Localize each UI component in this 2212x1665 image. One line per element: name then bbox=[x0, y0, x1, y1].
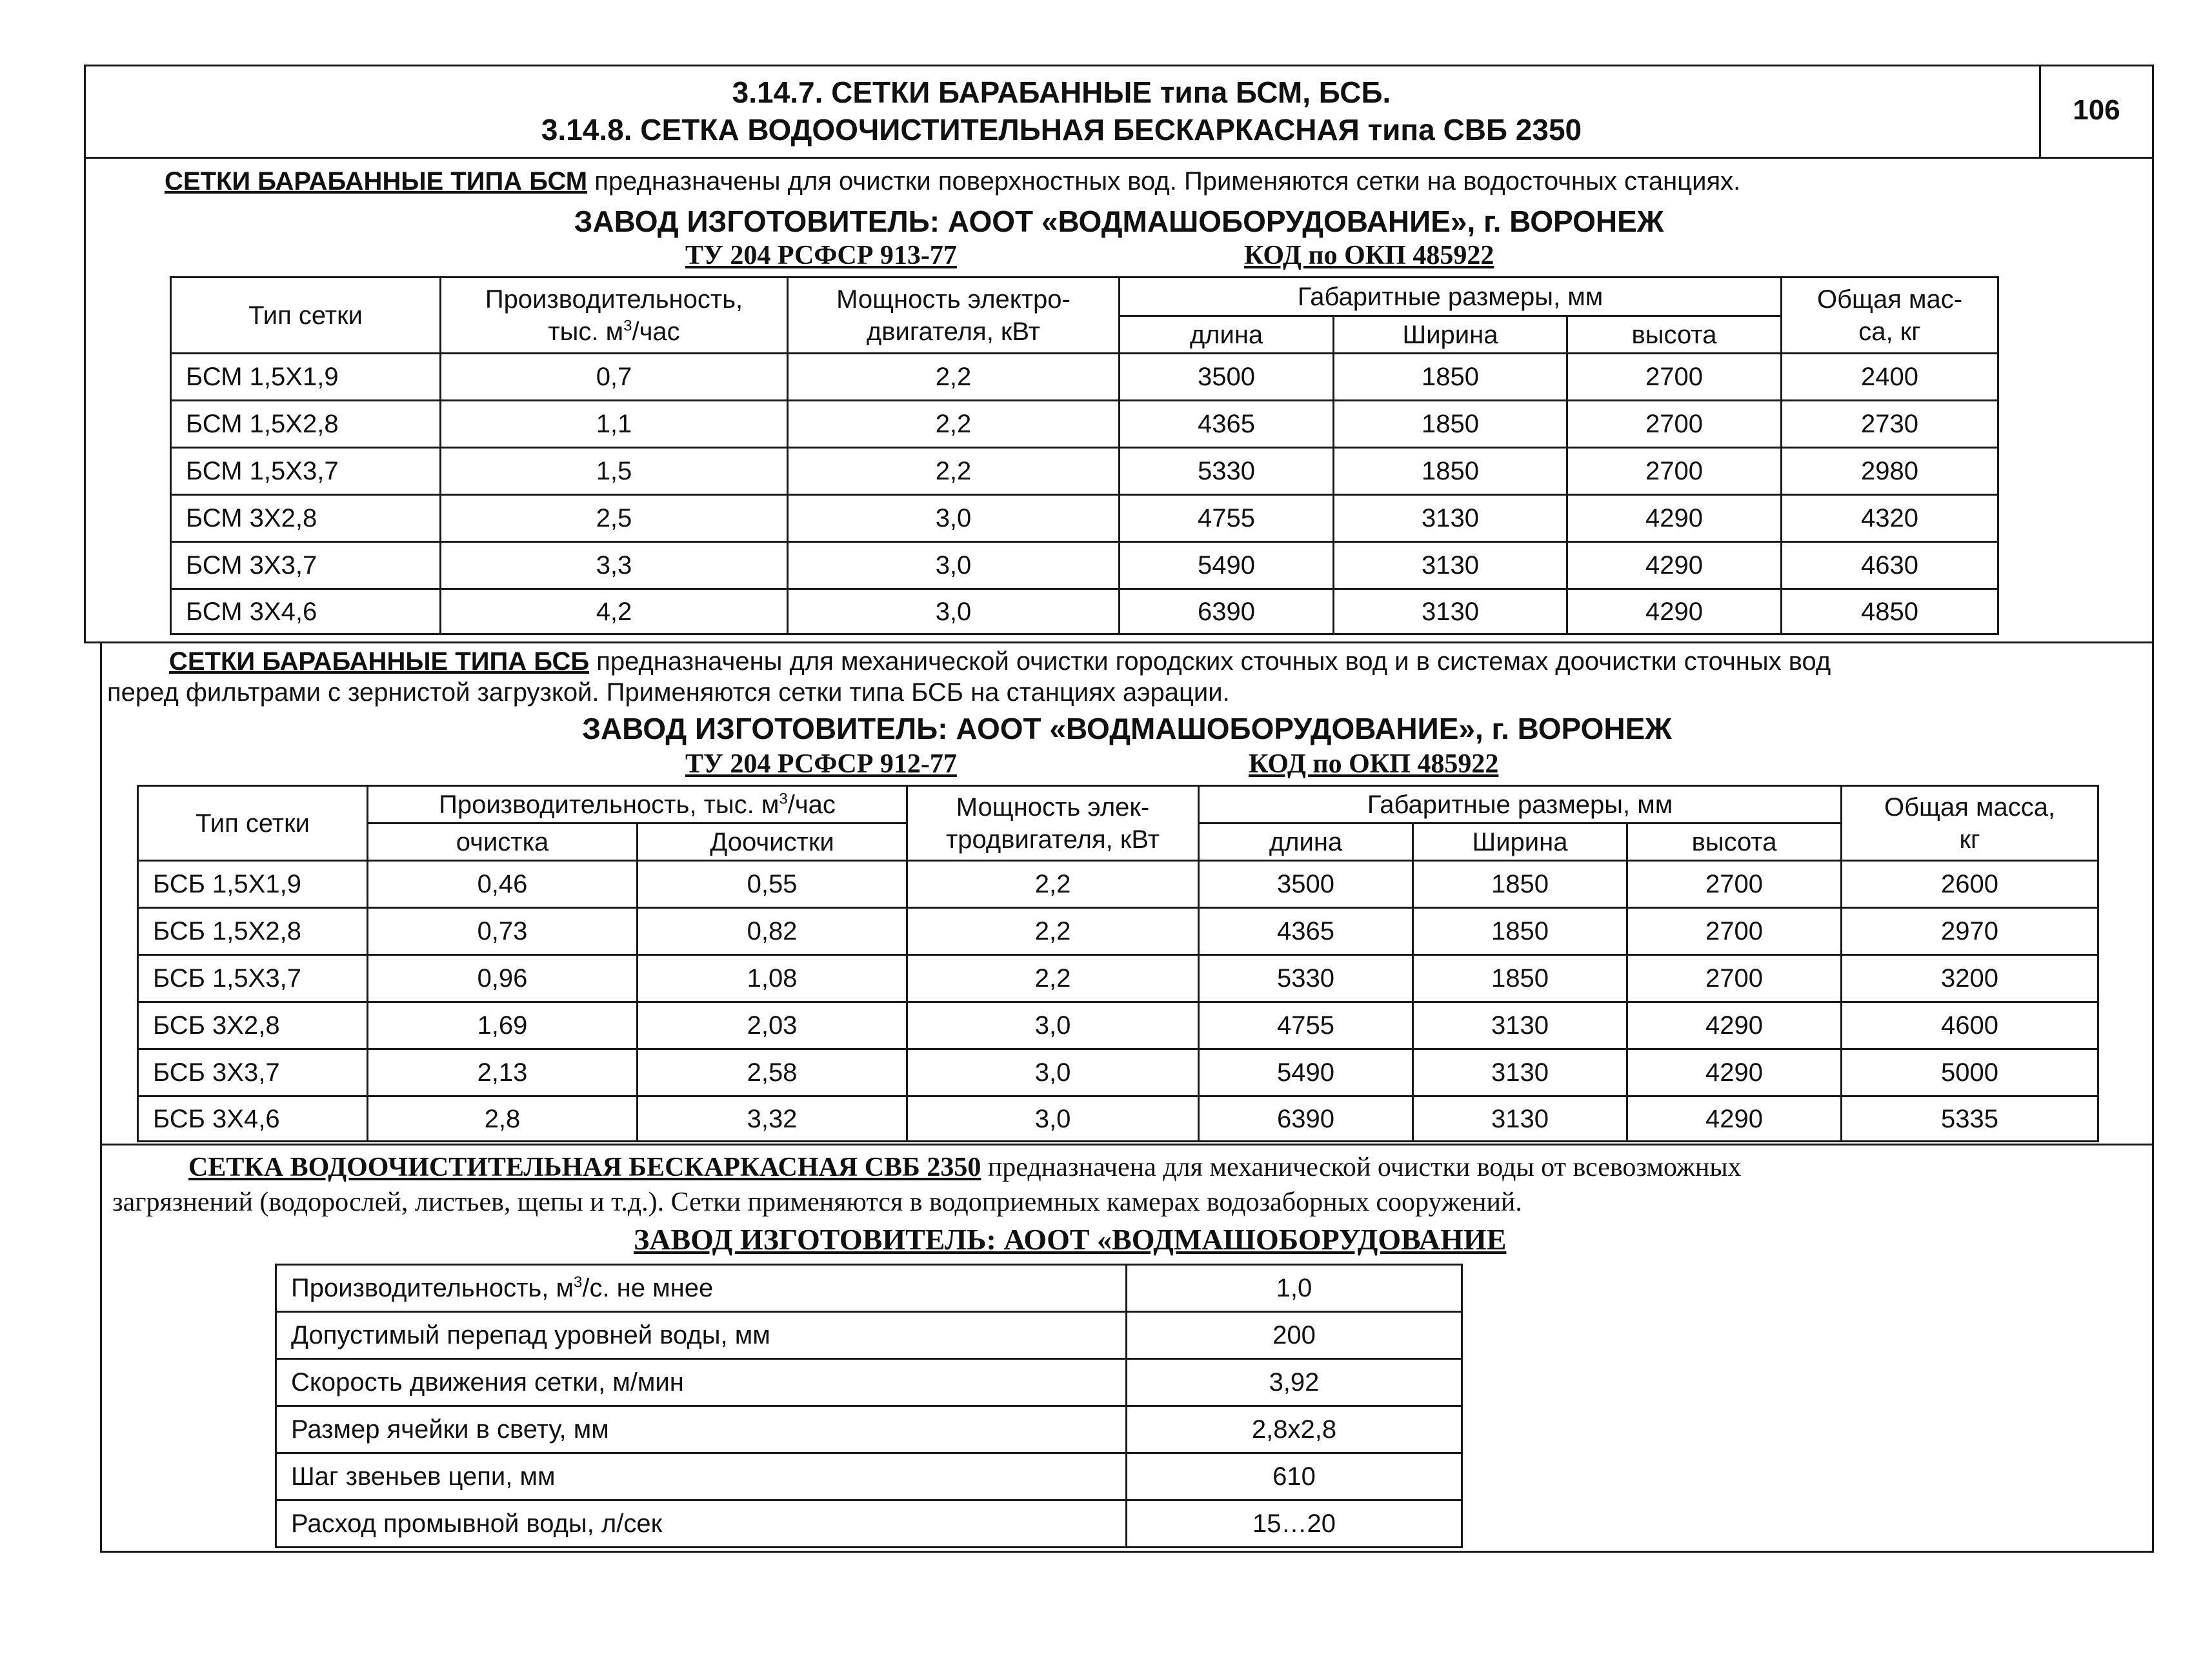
svb-intro-line2: загрязнений (водорослей, листьев, щепы и т.д.). Сетки применяются в водоприемных камерах водозаборных сооружений. bbox=[112, 1187, 1522, 1217]
bsb-col-capacity: Производительность, тыс. $м^3$/час bbox=[368, 786, 907, 823]
spec-value: 3,92 bbox=[1127, 1359, 1462, 1406]
section-title-2: 3.14.8. СЕТКА ВОДООЧИСТИТЕЛЬНАЯ БЕСКАРКАСНАЯ типа СВБ 2350 bbox=[541, 113, 1582, 146]
spec-label: Расход промывной воды, л/сек bbox=[276, 1500, 1127, 1548]
table-row: БСМ 3Х3,7 3,3 3,0 5490 3130 4290 4630 bbox=[171, 542, 1998, 589]
table-row: БСБ 3Х3,7 2,13 2,58 3,0 5490 3130 4290 5000 bbox=[138, 1049, 2098, 1096]
content-bottom-border bbox=[100, 1551, 2154, 1553]
spec-value: 2,8х2,8 bbox=[1127, 1406, 1462, 1453]
content-right-border-2 bbox=[2152, 641, 2154, 1553]
table-row bbox=[276, 1500, 1462, 1548]
spec-label: Производительность, $м^3/с$. не мнее bbox=[276, 1265, 1127, 1312]
bsm-tu: ТУ 204 РСФСР 913-77 bbox=[685, 241, 957, 270]
bsb-col-width: Ширина bbox=[1413, 823, 1627, 861]
section-divider-1 bbox=[84, 641, 2154, 643]
bsb-intro-bold: СЕТКИ БАРАБАННЫЕ ТИПА БСБ bbox=[169, 647, 590, 676]
bsb-col-dims: Габаритные размеры, мм bbox=[1199, 786, 1842, 823]
bsm-intro-text: предназначены для очистки поверхностных вод. Применяются сетки на водосточных станциях. bbox=[587, 167, 1741, 196]
bsm-okp: КОД по ОКП 485922 bbox=[1244, 241, 1494, 270]
bsb-table bbox=[137, 785, 2099, 1142]
bsb-col-power: Мощность элек- тродвигателя, кВт bbox=[907, 786, 1199, 861]
svb-intro-bold: СЕТКА ВОДООЧИСТИТЕЛЬНАЯ БЕСКАРКАСНАЯ СВБ 2350 bbox=[188, 1153, 981, 1182]
table-row: БСМ 1,5Х3,7 1,5 2,2 5330 1850 2700 2980 bbox=[171, 448, 1998, 495]
bsb-header-row bbox=[138, 786, 2098, 823]
page-number: 106 bbox=[2073, 94, 2120, 126]
bsb-manufacturer: ЗАВОД ИЗГОТОВИТЕЛЬ: АООТ «ВОДМАШОБОРУДОВАНИЕ», г. ВОРОНЕЖ bbox=[582, 712, 1672, 745]
table-row bbox=[276, 1406, 1462, 1453]
bsm-col-length: длина bbox=[1120, 316, 1334, 354]
bsb-intro-line1 bbox=[169, 644, 1831, 679]
table-row: БСБ 3Х4,6 2,8 3,32 3,0 6390 3130 4290 5335 bbox=[138, 1096, 2098, 1142]
table-row bbox=[276, 1312, 1462, 1359]
bsm-intro bbox=[165, 164, 1740, 199]
spec-value: 15…20 bbox=[1127, 1500, 1462, 1548]
table-row: БСБ 1,5Х3,7 0,96 1,08 2,2 5330 1850 2700 3200 bbox=[138, 955, 2098, 1002]
bsb-col-mass: Общая масса, кг bbox=[1842, 786, 2098, 861]
bsm-col-height: высота bbox=[1567, 316, 1782, 354]
bsb-col-post-cleaning: Доочистки bbox=[638, 823, 907, 861]
bsm-col-power: Мощность электро- двигателя, кВт bbox=[788, 278, 1120, 354]
table-row bbox=[276, 1265, 1462, 1312]
table-row bbox=[276, 1359, 1462, 1406]
table-row: БСБ 1,5Х1,9 0,46 0,55 2,2 3500 1850 2700 2600 bbox=[138, 861, 2098, 908]
content-left-border-2 bbox=[100, 641, 102, 1553]
spec-label: Шаг звеньев цепи, мм bbox=[276, 1453, 1127, 1500]
table-row: БСМ 1,5Х1,9 0,7 2,2 3500 1850 2700 2400 bbox=[171, 354, 1998, 401]
bsm-col-type: Тип сетки bbox=[171, 278, 441, 354]
svb-manufacturer: ЗАВОД ИЗГОТОВИТЕЛЬ: АООТ «ВОДМАШОБОРУДОВАНИЕ bbox=[634, 1223, 1507, 1256]
table-row: БСБ 3Х2,8 1,69 2,03 3,0 4755 3130 4290 4600 bbox=[138, 1002, 2098, 1049]
bsm-header-row bbox=[171, 278, 1998, 316]
spec-label: Допустимый перепад уровней воды, мм bbox=[276, 1312, 1127, 1359]
bsm-col-capacity: Производительность, тыс. $м^3$/час bbox=[441, 278, 788, 354]
svb-intro-line1 bbox=[188, 1150, 1742, 1185]
bsm-col-width: Ширина bbox=[1334, 316, 1567, 354]
table-row: БСМ 3Х2,8 2,5 3,0 4755 3130 4290 4320 bbox=[171, 495, 1998, 542]
spec-label: Размер ячейки в свету, мм bbox=[276, 1406, 1127, 1453]
spec-value: 1,0 bbox=[1127, 1265, 1462, 1312]
bsb-col-type: Тип сетки bbox=[138, 786, 368, 861]
bsm-intro-bold: СЕТКИ БАРАБАННЫЕ ТИПА БСМ bbox=[165, 167, 588, 196]
section-divider-2 bbox=[100, 1144, 2154, 1145]
section-title-1: 3.14.7. СЕТКИ БАРАБАННЫЕ типа БСМ, БСБ. bbox=[732, 76, 1391, 109]
bsm-col-dims: Габаритные размеры, мм bbox=[1120, 278, 1782, 316]
table-row bbox=[276, 1453, 1462, 1500]
bsb-col-cleaning: очистка bbox=[368, 823, 638, 861]
spec-value: 200 bbox=[1127, 1312, 1462, 1359]
svb-intro-text1: предназначена для механической очистки воды от всевозможных bbox=[981, 1153, 1742, 1182]
bsb-col-height: высота bbox=[1627, 823, 1842, 861]
bsb-tu: ТУ 204 РСФСР 912-77 bbox=[685, 749, 957, 779]
table-row: БСМ 1,5Х2,8 1,1 2,2 4365 1850 2700 2730 bbox=[171, 401, 1998, 448]
bsb-intro-text1: предназначены для механической очистки городских сточных вод и в системах доочистки сточных вод bbox=[589, 647, 1831, 676]
svb-spec-table bbox=[275, 1264, 1463, 1548]
bsb-col-length: длина bbox=[1199, 823, 1413, 861]
table-row: БСМ 3Х4,6 4,2 3,0 6390 3130 4290 4850 bbox=[171, 589, 1998, 634]
spec-value: 610 bbox=[1127, 1453, 1462, 1500]
table-row: БСБ 1,5Х2,8 0,73 0,82 2,2 4365 1850 2700 2970 bbox=[138, 908, 2098, 955]
bsm-table bbox=[170, 276, 1999, 635]
bsm-col-mass: Общая мас- са, кг bbox=[1782, 278, 1998, 354]
bsm-manufacturer: ЗАВОД ИЗГОТОВИТЕЛЬ: АООТ «ВОДМАШОБОРУДОВАНИЕ», г. ВОРОНЕЖ bbox=[574, 205, 1664, 238]
bsb-okp: КОД по ОКП 485922 bbox=[1249, 749, 1499, 779]
spec-label: Скорость движения сетки, м/мин bbox=[276, 1359, 1127, 1406]
bsb-intro-line2: перед фильтрами с зернистой загрузкой. Применяются сетки типа БСБ на станциях аэрации. bbox=[107, 678, 1230, 707]
